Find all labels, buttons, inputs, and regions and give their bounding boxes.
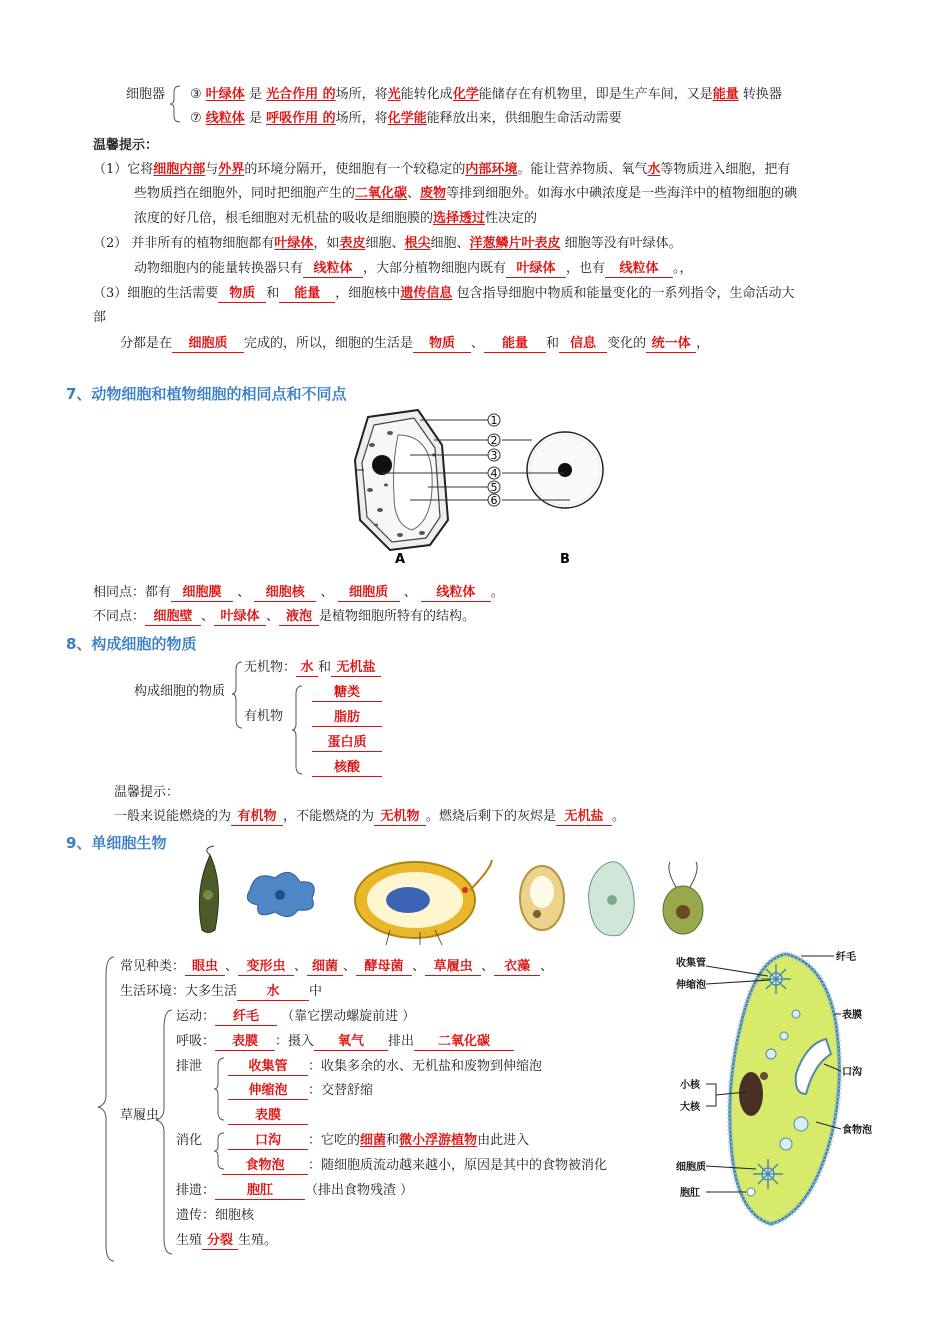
tip3-line2: 部 [93,310,107,325]
label-num-2 [488,434,500,447]
cell-diagram [350,405,620,565]
tip3-line3: 分都是在 细胞质 完成的，所以，细胞的生活是 物质 、 能量 和 信息 变化的 统一体 ， [120,336,710,351]
digestion-foodvac: 食物泡 ：随细胞质流动越来越小，原因是其中的食物被消化 [222,1157,607,1175]
organelle-row-mitochondria: ⑦ 线粒体 是 呼吸作用 的场所，将化学能能释放出来，供细胞生命活动需要 [190,111,622,126]
excretion-label: 排泄 [176,1059,203,1074]
excretion-contract: 伸缩泡 ：交替舒缩 [228,1082,373,1100]
yeast-image [520,866,564,930]
label-num-4 [488,467,500,480]
organic-item-4: 核酸 [312,759,382,777]
substance-brace [232,660,244,730]
fig-label-contract: 伸缩泡 [676,980,706,991]
section7-title: 7、动物细胞和植物细胞的相同点和不同点 [66,385,347,403]
fig-label-groove: 口沟 [842,1067,862,1078]
fig-label-anal: 胞肛 [680,1188,700,1199]
reproduction-row: 生殖 分裂 生殖。 [176,1233,278,1248]
label-num-1 [488,414,500,427]
euglena-image [199,846,218,933]
organelle-brace [170,84,182,124]
digestion-groove: 口沟 ：它吃的细菌和微小浮游植物由此进入 [228,1132,529,1150]
diff-points: 不同点： 细胞壁 、 叶绿体 、 液泡 是植物细胞所特有的结构。 [93,609,476,624]
paramecium-label: 草履虫 [120,1108,160,1123]
sec8-tip-title: 温馨提示： [114,785,180,800]
svg-text:5: 5 [490,481,498,494]
movement-row: 运动： 纤毛 （靠它摆动螺旋前进 ） [176,1009,416,1024]
svg-text:6: 6 [490,494,498,507]
organic-brace [292,684,304,776]
macronucleus [739,1072,763,1116]
svg-text:1: 1 [490,414,498,427]
chlamydomonas-image [663,862,703,934]
respiration-row: 呼吸： 表膜 ：摄入 氧气 排出 二氧化碳 [176,1033,514,1051]
label-num-5 [488,481,500,494]
tip2-line2: 动物细胞内的能量转换器只有 线粒体 ，大部分植物细胞内既有 叶绿体 ，也有 线粒体 。， [134,261,693,276]
outer-brace [96,955,116,1265]
egestion-row: 排遗： 胞肛 （排出食物残渣 ） [176,1183,414,1198]
organic-item-2: 脂肪 [312,709,382,727]
fig-label-pellicle: 表膜 [842,1010,862,1021]
fig-label-micro: 小核 [680,1080,700,1091]
excretion-collect: 收集管 ：收集多余的水、无机盐和废物到伸缩泡 [228,1058,542,1076]
excretion-pellicle: 表膜 [228,1107,308,1125]
heredity-row: 遗传：细胞核 [176,1208,255,1223]
tip1-line3: 浓度的好几倍，根毛细胞对无机盐的吸收是细胞膜的选择透过性决定的 [134,211,538,226]
paramecium-figure [676,944,876,1234]
fig-label-foodvac: 食物泡 [842,1125,872,1136]
diagram-label-a: A [394,552,406,567]
paramecium-small-image [589,862,635,936]
fig-label-cyto: 细胞质 [676,1162,706,1173]
tip1-line1: （1）它将细胞内部与外界的环境分隔开，使细胞有一个较稳定的内部环境。能让营养物质、氧气水等物质进入细胞，把有 [93,162,791,177]
digestion-label: 消化 [176,1133,203,1148]
substance-root: 构成细胞的物质 [134,684,226,699]
fig-label-collect: 收集管 [676,958,706,969]
svg-text:2: 2 [490,434,498,447]
organic-label: 有机物 [244,709,284,724]
organelle-label: 细胞器 [126,87,166,102]
single-cell-organisms [180,850,720,945]
svg-text:3: 3 [490,449,498,462]
amoeba-image [247,872,314,916]
label-num-3 [488,449,500,462]
organic-item-1: 糖类 [312,684,382,702]
anal-pore [747,1188,755,1196]
sec8-tip: 一般来说能燃烧的为 有机物 ，不能燃烧的为 无机物 。燃烧后剩下的灰烬是 无机盐 。 [114,809,626,824]
bacterium-image [355,860,492,945]
kinds-row: 常见种类： 眼虫 、 变形虫 、 细菌 、 酵母菌 、 草履虫 、 衣藻 、 [120,959,554,974]
organelle-row-chloroplast: ③ 叶绿体 是 光合作用 的场所，将光能转化成化学能储存在有机物里，即是生产车间，又是能量 转换器 [190,87,782,102]
fig-label-cilia: 纤毛 [836,952,856,963]
svg-text:4: 4 [490,467,498,480]
diagram-label-b: B [560,552,570,567]
organic-item-3: 蛋白质 [312,734,382,752]
tip3-line1: （3）细胞的生活需要 物质 和 能量 ，细胞核中遗传信息 包含指导细胞中物质和能量变化的一系列指令，生命活动大 [93,286,795,301]
tip1-line2: 些物质挡在细胞外，同时把细胞产生的二氧化碳、废物等排到细胞外。如海水中碘浓度是一些海洋中的植物细胞的碘 [134,186,798,201]
label-num-6 [488,494,500,507]
section8-title: 8、构成细胞的物质 [66,635,197,653]
excretion-brace [214,1056,226,1122]
plant-nucleus [372,455,392,475]
section9-title: 9、单细胞生物 [66,834,167,852]
animal-nucleus [558,463,572,477]
tip2-line1: （2） 并非所有的植物细胞都有叶绿体，如表皮细胞、根尖细胞、洋葱鳞片叶表皮 细胞等没有叶绿体。 [93,236,682,251]
fig-label-macro: 大核 [680,1102,700,1113]
tips-title: 温馨提示： [93,138,159,153]
same-points: 相同点：都有 细胞膜 、 细胞核 、 细胞质 、 线粒体 。 [93,585,504,600]
micronucleus [760,1072,768,1080]
environment-row: 生活环境：大多生活 水 中 [120,984,323,999]
paramecium-brace [156,1008,174,1258]
inorganic-row: 无机物： 水 和 无机盐 [244,659,381,677]
